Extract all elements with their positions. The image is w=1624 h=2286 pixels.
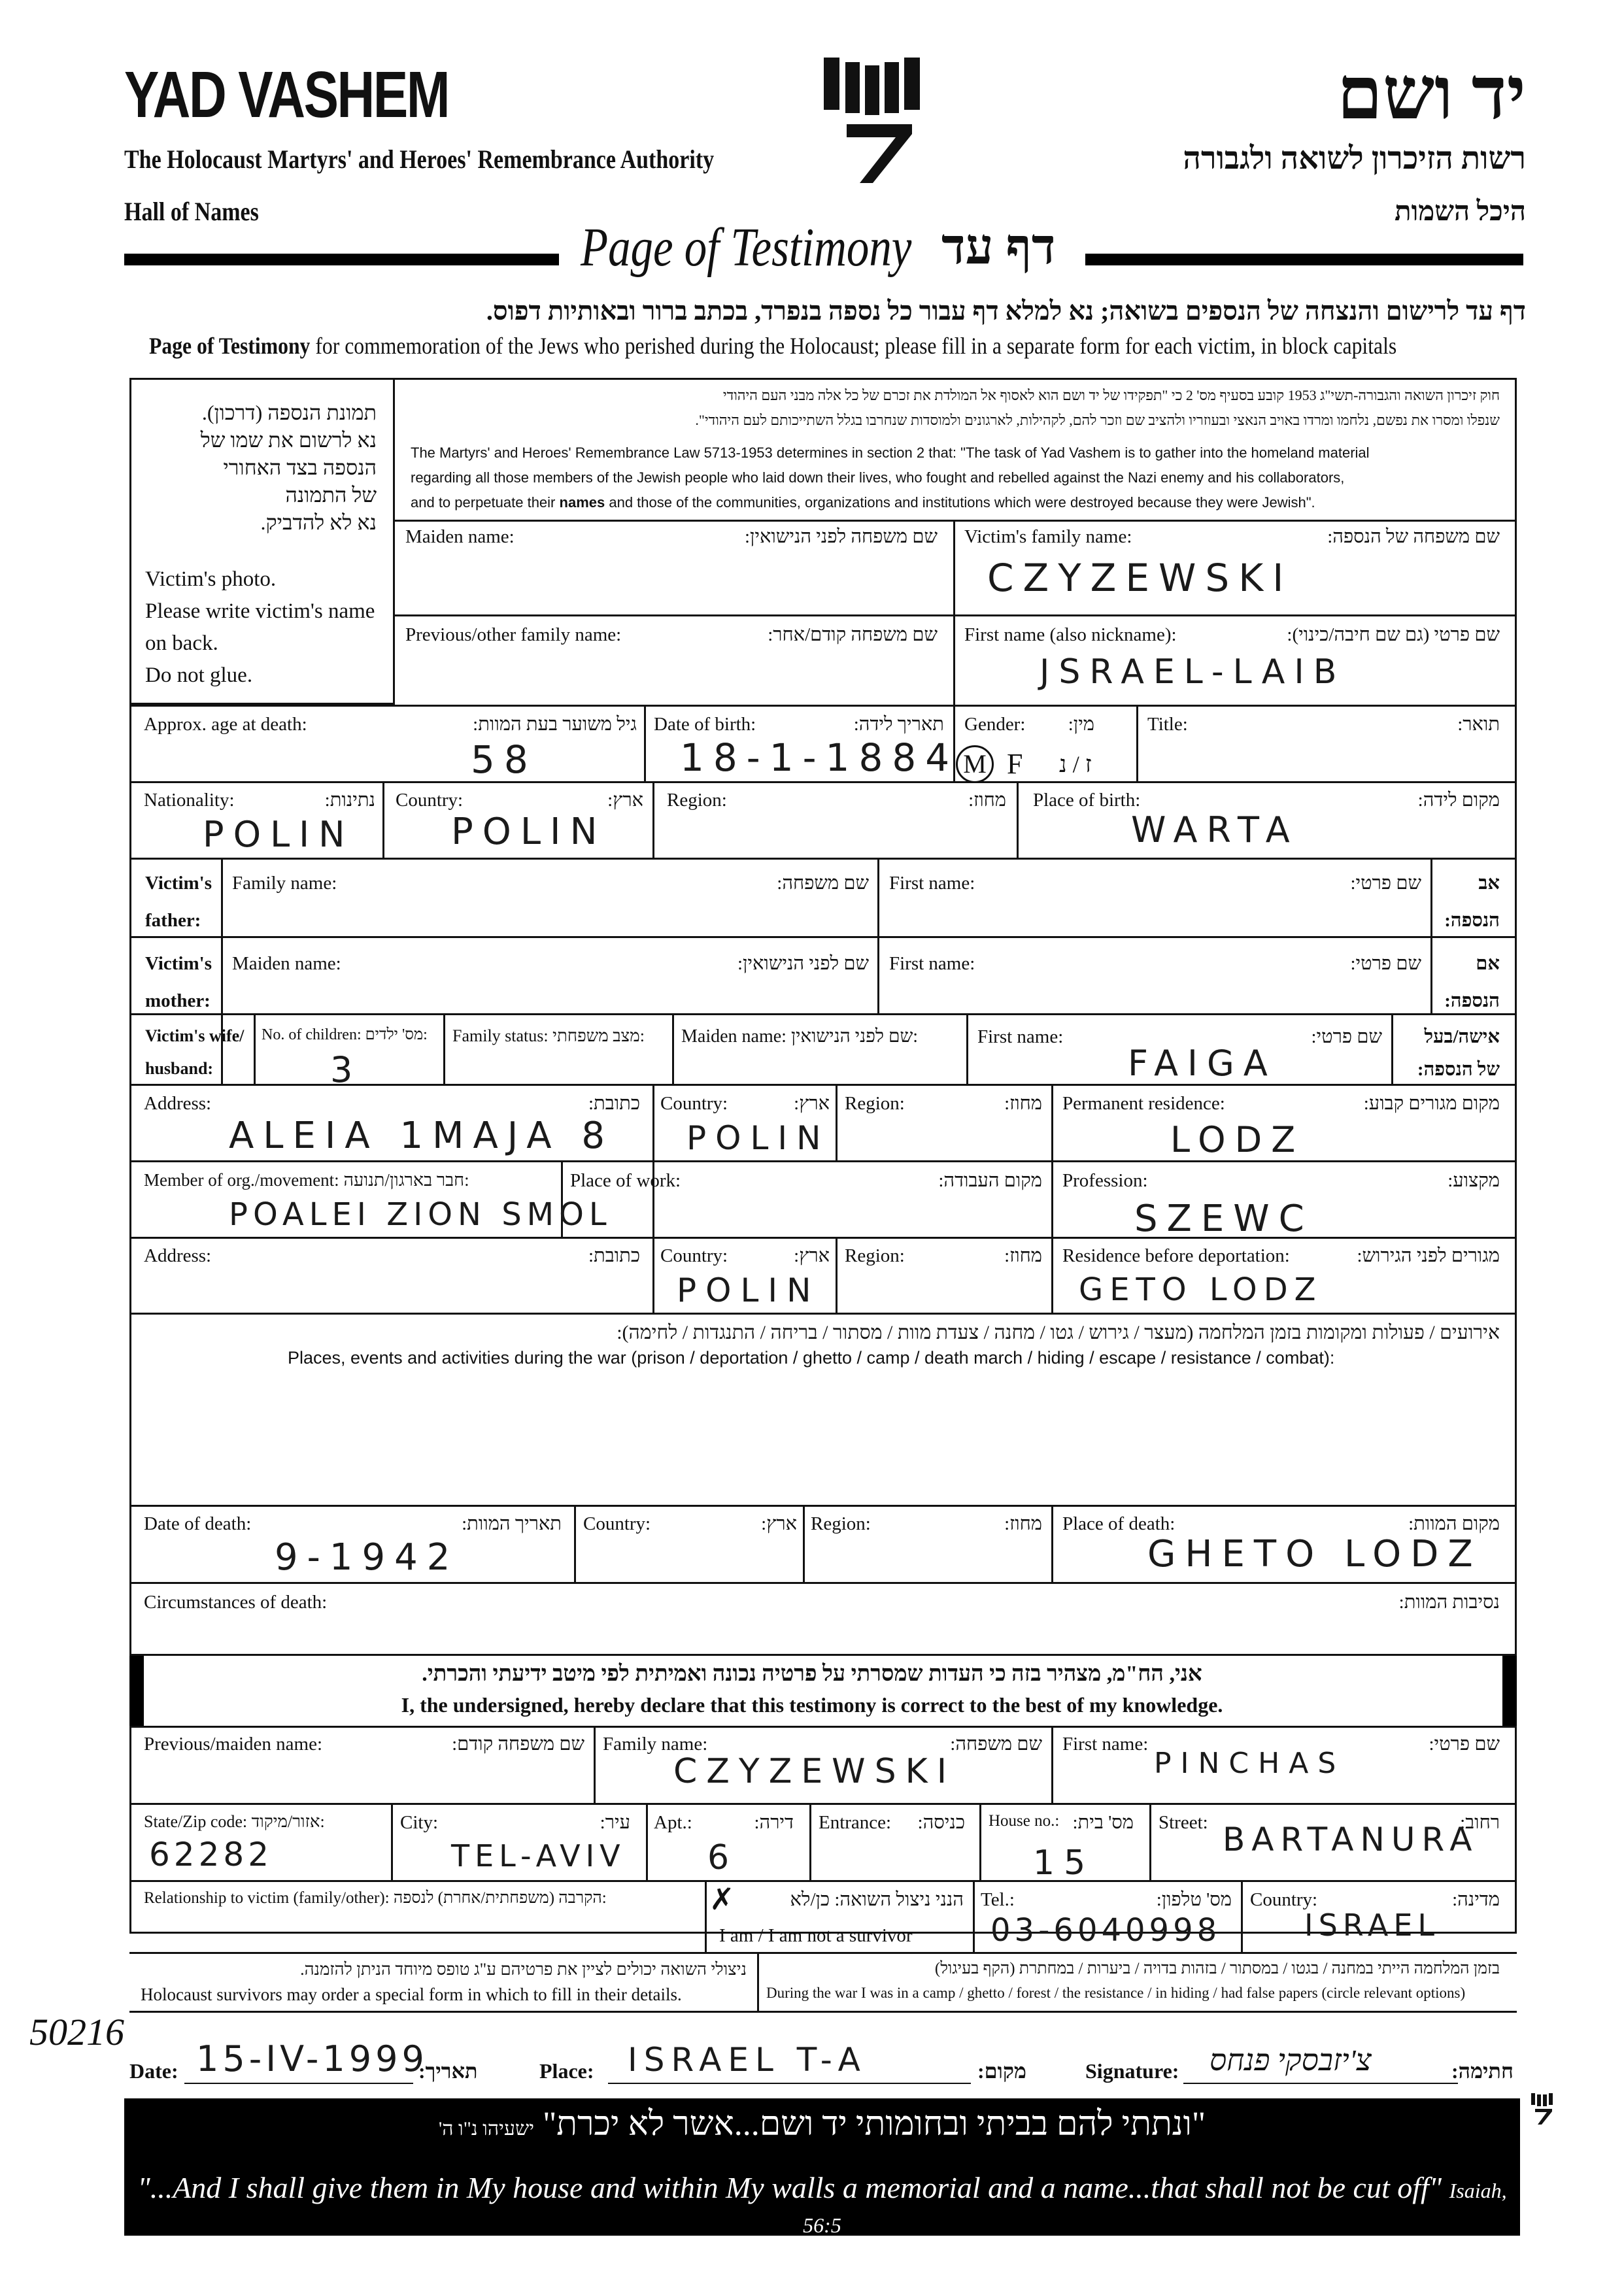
first-name-value[interactable]: JSRAEL-LAIB bbox=[1040, 652, 1346, 692]
apt-value[interactable]: 6 bbox=[707, 1838, 739, 1877]
rule-v-tel bbox=[1241, 1880, 1243, 1952]
entrance-label-he: כניסה: bbox=[917, 1812, 965, 1833]
margin-number: 50216 bbox=[29, 2011, 124, 2053]
father-first-label-he: שם פרטי: bbox=[1350, 873, 1421, 894]
rule-relationship bbox=[129, 1952, 1517, 1954]
gender-label-he: מין: bbox=[1068, 714, 1094, 735]
region-label-he: מחוז: bbox=[968, 790, 1006, 811]
rule-v-parent-left bbox=[221, 858, 223, 1085]
sub-first-label: First name: bbox=[1062, 1734, 1149, 1755]
spouse-first-label-he: שם פרטי: bbox=[1311, 1026, 1382, 1047]
rule-submitter bbox=[129, 1803, 1517, 1805]
place-label: Place: bbox=[539, 2059, 594, 2083]
family-name-label: Victim's family name: bbox=[964, 526, 1132, 547]
address-label-he: כתובת: bbox=[588, 1093, 640, 1114]
street-label-he: רחוב: bbox=[1460, 1812, 1500, 1833]
zip-label-en: State/Zip code: bbox=[144, 1812, 248, 1831]
events-label-en: Places, events and activities during the war (prison / deportation / ghetto / camp / death march / hiding / escape / resistance / combat): bbox=[288, 1348, 1335, 1368]
photo-he-3: הנספה בצד האחורי bbox=[223, 456, 377, 479]
rule-v-sub-1 bbox=[594, 1726, 596, 1803]
org-label-en: Member of org./movement: bbox=[144, 1170, 339, 1190]
pod-value[interactable]: GHETO LODZ bbox=[1147, 1533, 1482, 1575]
house-label: House no.: bbox=[989, 1812, 1060, 1830]
sub-country-label-he: מדינה: bbox=[1452, 1889, 1500, 1910]
father-first-label: First name: bbox=[889, 873, 975, 894]
footer-logo bbox=[1530, 2092, 1556, 2127]
rule-v-notes bbox=[757, 1952, 759, 2011]
sub-first-value[interactable]: PINCHAS bbox=[1154, 1747, 1345, 1780]
house-value[interactable]: 15 bbox=[1033, 1843, 1095, 1883]
authority-en: The Holocaust Martyrs' and Heroes' Remembrance Authority bbox=[124, 144, 715, 174]
addr-country-label-he: ארץ: bbox=[794, 1093, 830, 1114]
dod-value[interactable]: 9-1942 bbox=[275, 1536, 460, 1579]
rule-v-rel bbox=[705, 1880, 707, 1952]
spouse-label-2: husband: bbox=[145, 1059, 214, 1078]
mother-he-2: הנספה: bbox=[1444, 990, 1500, 1011]
apt-label: Apt.: bbox=[654, 1812, 692, 1833]
address2-label-he: כתובת: bbox=[588, 1245, 640, 1266]
rule-address bbox=[129, 1160, 1517, 1162]
law-en-1: The Martyrs' and Heroes' Remembrance Law 5713-1953 determines in section 2 that: "The task of Yad Vashem is to gather into the homeland material bbox=[411, 445, 1370, 461]
law-he-2: שנפלו ומסרו את נפשם, נלחמו ומרדו באויב הנאצי ובעוזריו ולהציב שם וזכר להם, לקהילות, לארגונים ולמוסדות שנחרבו בגלל השתייכותם לעם היהודי". bbox=[695, 412, 1500, 428]
yad-vashem-logo bbox=[820, 52, 932, 203]
address-label: Address: bbox=[144, 1093, 212, 1114]
family-status-en: Family status: bbox=[452, 1026, 549, 1045]
dod-label: Date of death: bbox=[144, 1513, 252, 1534]
rule-v-parent-mid bbox=[877, 858, 879, 1013]
rule-notes bbox=[129, 2011, 1517, 2013]
mother-he-1: אם bbox=[1476, 953, 1500, 974]
rule-v-house bbox=[1149, 1803, 1151, 1880]
city-value[interactable]: TEL-AVIV bbox=[451, 1838, 626, 1874]
declaration-he: אני, הח"מ, מצהיר בזה כי העדות שמסרתי על פרטיה נכונה ואמיתית לפי מיטב ידיעתי והכרתי. bbox=[422, 1662, 1202, 1686]
photo-he-5: נא לא להדביק. bbox=[260, 511, 377, 534]
rule-v-sp-2 bbox=[443, 1013, 445, 1085]
survivor-checkmark[interactable]: ✗ bbox=[709, 1883, 735, 1916]
rule-v-surv bbox=[973, 1880, 975, 1952]
relationship-label-en: Relationship to victim (family/other): bbox=[144, 1889, 390, 1907]
pob-label: Place of birth: bbox=[1033, 790, 1141, 811]
place-of-work-label-he: מקום העבודה: bbox=[938, 1170, 1042, 1191]
pod-label: Place of death: bbox=[1062, 1513, 1176, 1534]
children-label-en: No. of children: bbox=[262, 1026, 362, 1043]
place-underline bbox=[608, 2083, 971, 2084]
title-rule-right bbox=[1085, 254, 1523, 265]
addr-country-value[interactable]: POLIN bbox=[686, 1119, 830, 1157]
zip-label-he: אזור/מיקוד: bbox=[251, 1812, 325, 1831]
prev-maiden-label: Previous/maiden name: bbox=[144, 1734, 323, 1755]
rule-v-sub-2 bbox=[1051, 1726, 1053, 1803]
family-status-label bbox=[452, 1026, 645, 1046]
mother-maiden-label-he: שם לפני הנישואין: bbox=[737, 953, 869, 974]
spouse-maiden-en: Maiden name: bbox=[681, 1026, 787, 1047]
address2-label: Address: bbox=[144, 1245, 212, 1266]
rule-v-zip bbox=[391, 1803, 393, 1880]
org-label-he: חבר בארגון/תנועה: bbox=[343, 1170, 469, 1190]
mother-first-label: First name: bbox=[889, 953, 975, 974]
sub-family-label-he: שם משפחה: bbox=[950, 1734, 1042, 1755]
photo-en-3: on back. bbox=[145, 631, 218, 655]
dob-label-he: תאריך לידה: bbox=[853, 714, 944, 735]
law-en-2: regarding all those members of the Jewish people who laid down their lives, who fought and rebelled against the Nazi enemy and his collaborators, bbox=[411, 469, 1345, 486]
death-region-label: Region: bbox=[811, 1513, 871, 1534]
footer-quote-he-text: "ונתתי להם בביתי ובחומותי יד ושם...אשר לא יכרת" bbox=[543, 2106, 1206, 2143]
rule-v-addr-2 bbox=[836, 1084, 837, 1161]
maiden-name-label: Maiden name: bbox=[405, 526, 515, 547]
survivor-label-he: הנני ניצול השואה: כן/לא bbox=[790, 1889, 964, 1910]
death-country-label: Country: bbox=[583, 1513, 651, 1534]
rule-age bbox=[129, 781, 1517, 783]
hall-of-names-he: היכל השמות bbox=[1395, 197, 1526, 227]
signature-label-he: חתימה: bbox=[1451, 2059, 1514, 2083]
circumstances-label: Circumstances of death: bbox=[144, 1592, 328, 1613]
nationality-label: Nationality: bbox=[144, 790, 235, 811]
date-value[interactable]: 15-IV-1999 bbox=[196, 2038, 428, 2079]
perm-res-label: Permanent residence: bbox=[1062, 1093, 1225, 1114]
street-label: Street: bbox=[1159, 1812, 1208, 1833]
photo-en-1: Victim's photo. bbox=[145, 567, 277, 591]
addr2-country-label-he: ארץ: bbox=[794, 1245, 830, 1266]
city-label-he: עיר: bbox=[600, 1812, 630, 1833]
photo-he-2: נא לרשום את שמו של bbox=[200, 428, 377, 452]
previous-name-label-he: שם משפחה קודם/אחר: bbox=[768, 624, 938, 645]
sub-family-label: Family name: bbox=[603, 1734, 708, 1755]
rule-declaration-top bbox=[129, 1654, 1517, 1656]
addr2-country-value[interactable]: POLIN bbox=[677, 1271, 820, 1309]
rule-address2 bbox=[129, 1313, 1517, 1315]
gender-m: M bbox=[963, 749, 987, 779]
note-he: ניצולי השואה יכולים לציין את פרטיהם ע"ג טופס מיוחד הניתן להזמנה. bbox=[300, 1960, 747, 1979]
profession-label-he: מקצוע: bbox=[1447, 1170, 1500, 1191]
perm-res-label-he: מקום מגורים קבוע: bbox=[1363, 1093, 1500, 1114]
first-name-label-he: שם פרטי (גם שם חיבה/כינוי): bbox=[1287, 624, 1500, 645]
spouse-he-2: של הנספה: bbox=[1417, 1059, 1500, 1080]
rbd-label: Residence before deportation: bbox=[1062, 1245, 1290, 1266]
rule-maiden bbox=[395, 614, 1517, 616]
addr-country-label: Country: bbox=[660, 1093, 728, 1114]
title-rule-left bbox=[124, 254, 559, 265]
law-en-3a: and to perpetuate their bbox=[411, 494, 556, 511]
date-label-he: תאריך: bbox=[418, 2059, 478, 2083]
age-value[interactable]: 58 bbox=[471, 737, 537, 782]
father-he-1: אב bbox=[1478, 873, 1500, 894]
photo-instructions-he bbox=[201, 399, 377, 536]
prev-maiden-label-he: שם משפחה קודם: bbox=[452, 1734, 584, 1755]
perm-res-value[interactable]: LODZ bbox=[1170, 1119, 1305, 1160]
title-label: Title: bbox=[1147, 714, 1188, 735]
rule-v-sp-5 bbox=[1391, 1013, 1393, 1085]
profession-label: Profession: bbox=[1062, 1170, 1148, 1191]
dob-value[interactable]: 18-1-1884 bbox=[680, 735, 959, 780]
org-value[interactable]: POALEI ZION SMOL bbox=[229, 1196, 612, 1233]
gender-m-circled[interactable] bbox=[956, 745, 994, 783]
title-label-he: תואר: bbox=[1457, 714, 1500, 735]
rule-names bbox=[129, 705, 1517, 707]
street-value[interactable]: BARTANURA bbox=[1223, 1821, 1479, 1858]
place-label-he: מקום: bbox=[977, 2059, 1026, 2083]
children-label-he: מס' ילדים: bbox=[365, 1026, 428, 1043]
footer-quote-en-text: "...And I shall give them in My house and within My walls a memorial and a name...that shall not be cut off" bbox=[137, 2171, 1442, 2204]
rule-mother bbox=[129, 1013, 1517, 1015]
hall-of-names-en: Hall of Names bbox=[124, 197, 259, 226]
events-label-he: אירועים / פעולות ומקומות בזמן המלחמה (מעצר / גירוש / גטו / מחנה / צעדת מוות / מסתור / בריחה / התנגדות / לחימה): bbox=[617, 1322, 1500, 1343]
org-name-he: יד ושם bbox=[1336, 54, 1526, 135]
tel-label: Tel.: bbox=[981, 1889, 1015, 1910]
photo-en-2: Please write victim's name bbox=[145, 599, 375, 623]
pob-label-he: מקום לידה: bbox=[1417, 790, 1500, 811]
date-underline bbox=[184, 2083, 413, 2084]
zip-label bbox=[144, 1812, 325, 1832]
photo-he-1: תמונת הנספה (דרכון). bbox=[201, 401, 377, 424]
maiden-name-label-he: שם משפחה לפני הנישואין: bbox=[744, 526, 938, 547]
date-label: Date: bbox=[129, 2059, 178, 2083]
rule-v-sp-4 bbox=[966, 1013, 968, 1085]
region-label: Region: bbox=[667, 790, 727, 811]
rule-v-city bbox=[646, 1803, 648, 1880]
rule-father bbox=[129, 936, 1517, 938]
spouse-he-1: אישה/בעל bbox=[1424, 1026, 1500, 1047]
camp-en: During the war I was in a camp / ghetto / forest / the resistance / in hiding / had false papers (circle relevant options) bbox=[766, 1985, 1466, 2001]
gender-options-he: ז / נ bbox=[1059, 751, 1092, 777]
rule-nat bbox=[129, 858, 1517, 860]
dob-label: Date of birth: bbox=[654, 714, 756, 735]
page-of-testimony-title: Page of Testimony bbox=[581, 217, 912, 278]
relationship-label bbox=[144, 1889, 607, 1908]
children-label bbox=[262, 1026, 428, 1044]
addr-region-label-he: מחוז: bbox=[1004, 1093, 1042, 1114]
footer-quote-he bbox=[124, 2105, 1520, 2143]
house-label-he: מס' בית: bbox=[1072, 1812, 1134, 1833]
addr-region-label: Region: bbox=[845, 1093, 905, 1114]
spouse-first-value[interactable]: FAIGA bbox=[1128, 1043, 1277, 1084]
page-of-testimony-title-he: דף עד bbox=[941, 220, 1056, 275]
pob-value[interactable]: WARTA bbox=[1131, 809, 1299, 850]
rule-declaration-bottom bbox=[129, 1726, 1517, 1728]
nationality-value[interactable]: POLIN bbox=[203, 814, 354, 855]
org-name-en: YAD VASHEM bbox=[124, 58, 449, 131]
intro-en-text: for commemoration of the Jews who perished during the Holocaust; please fill in a separate form for each victim, in block capitals bbox=[315, 333, 1397, 359]
rule-v-gender bbox=[1136, 705, 1138, 782]
declaration-en: I, the undersigned, hereby declare that this testimony is correct to the best of my knowledge. bbox=[401, 1693, 1223, 1717]
country-value[interactable]: POLIN bbox=[451, 811, 607, 853]
first-name-label: First name (also nickname): bbox=[964, 624, 1177, 645]
note-en: Holocaust survivors may order a special form in which to fill in their details. bbox=[141, 1985, 682, 2004]
family-name-label-he: שם משפחה של הנספה: bbox=[1327, 526, 1500, 547]
law-en-3c: and those of the communities, organizations and institutions which were destroyed because they were Jewish". bbox=[609, 494, 1315, 511]
mother-maiden-label: Maiden name: bbox=[232, 953, 341, 974]
mother-first-label-he: שם פרטי: bbox=[1350, 953, 1421, 974]
father-family-label: Family name: bbox=[232, 873, 337, 894]
rule-v-nat bbox=[382, 781, 384, 858]
victim-mother-label-2: mother: bbox=[145, 990, 211, 1011]
family-name-value[interactable]: CZYZEWSKI bbox=[987, 556, 1293, 600]
law-en-3b: names bbox=[559, 494, 605, 511]
signature-underline bbox=[1183, 2083, 1458, 2084]
rule-v-death-3 bbox=[1051, 1505, 1053, 1582]
rule-v-death-1 bbox=[574, 1505, 576, 1582]
victim-mother-label-1: Victim's bbox=[145, 953, 212, 974]
rule-v-addr2 bbox=[836, 1237, 837, 1313]
law-he-1: חוק זיכרון השואה והגבורה-תשי"ג 1953 קובע בסעיף מס' 2 כי "תפקידו של יד ושם הוא לאסוף אל המולדת את זכרם של כל אלה מבני העם היהודי bbox=[722, 387, 1500, 403]
rbd-label-he: מגורים לפני הגירוש: bbox=[1357, 1245, 1500, 1266]
address-value[interactable]: ALEIA 1MAJA 8 bbox=[229, 1115, 615, 1157]
country-label: Country: bbox=[396, 790, 464, 811]
country-label-he: ארץ: bbox=[607, 790, 643, 811]
age-label-he: גיל משוער בעת המוות: bbox=[473, 714, 637, 735]
gender-f[interactable]: F bbox=[1007, 748, 1023, 780]
org-label bbox=[144, 1170, 469, 1190]
footer-quote-he-ref: ישעיהו נ"ו ה' bbox=[438, 2118, 535, 2140]
rule-v-apt bbox=[809, 1803, 811, 1880]
rule-events bbox=[129, 1505, 1517, 1507]
rule-v-country bbox=[652, 781, 654, 858]
place-value[interactable]: ISRAEL T-A bbox=[628, 2041, 867, 2079]
family-status-he: מצב משפחתי: bbox=[552, 1026, 645, 1045]
rule-v-sp-3 bbox=[672, 1013, 674, 1085]
addr2-region-label-he: מחוז: bbox=[1004, 1245, 1042, 1266]
circumstances-label-he: נסיבות המוות: bbox=[1398, 1592, 1500, 1613]
victim-father-label-1: Victim's bbox=[145, 873, 212, 894]
addr2-region-label: Region: bbox=[845, 1245, 905, 1266]
sub-first-label-he: שם פרטי: bbox=[1429, 1734, 1500, 1755]
city-label: City: bbox=[400, 1812, 439, 1833]
profession-value[interactable]: SZEWC bbox=[1134, 1198, 1313, 1240]
father-he-2: הנספה: bbox=[1444, 910, 1500, 931]
rule-v-death-2 bbox=[803, 1505, 805, 1582]
gender-label: Gender: bbox=[964, 714, 1026, 735]
dod-label-he: תאריך המוות: bbox=[462, 1513, 562, 1534]
law-en-3 bbox=[411, 494, 1315, 511]
survivor-label-en: I am / I am not a survivor bbox=[719, 1925, 913, 1946]
rule-death bbox=[129, 1582, 1517, 1584]
rule-v-ent bbox=[979, 1803, 981, 1880]
intro-en-bold: Page of Testimony bbox=[149, 333, 311, 359]
photo-instructions-en bbox=[145, 563, 375, 692]
rule-sub-address bbox=[129, 1880, 1517, 1882]
previous-name-label: Previous/other family name: bbox=[405, 624, 622, 645]
spouse-maiden-he: שם לפני הנישואין: bbox=[790, 1026, 919, 1047]
authority-he: רשות הזיכרון לשואה ולגבורה bbox=[1183, 141, 1526, 176]
children-value[interactable]: 3 bbox=[330, 1049, 362, 1090]
place-of-work-label: Place of work: bbox=[570, 1170, 681, 1191]
age-label: Approx. age at death: bbox=[144, 714, 307, 735]
photo-he-4: של התמונה bbox=[285, 483, 377, 507]
photo-en-4: Do not glue. bbox=[145, 664, 253, 687]
victim-father-label-2: father: bbox=[145, 910, 201, 931]
entrance-label: Entrance: bbox=[819, 1812, 892, 1833]
spouse-first-label: First name: bbox=[977, 1026, 1064, 1047]
rule-law bbox=[395, 520, 1517, 522]
rule-v-age bbox=[644, 705, 646, 782]
footer-quote-en bbox=[124, 2170, 1520, 2240]
zip-value[interactable]: 62282 bbox=[149, 1836, 273, 1874]
rule-v-addr-3 bbox=[1051, 1084, 1053, 1313]
father-family-label-he: שם משפחה: bbox=[777, 873, 869, 894]
rule-v-addr-1 bbox=[652, 1084, 654, 1313]
rule-v-region bbox=[1017, 781, 1019, 858]
spouse-maiden-label bbox=[681, 1026, 918, 1047]
rule-v-name bbox=[953, 520, 955, 706]
intro-he: דף עד לרישום והנצחה של הנספים בשואה; נא למלא דף עבור כל נספה בנפרד, בכתב ברור ובאותיות דפוס. bbox=[486, 296, 1526, 326]
signature-value[interactable]: צ'יזבסקי פנחס bbox=[1210, 2043, 1372, 2077]
sub-family-value[interactable]: CZYZEWSKI bbox=[673, 1752, 956, 1791]
nationality-label-he: נתינות: bbox=[324, 790, 375, 811]
tel-label-he: מס' טלפון: bbox=[1156, 1889, 1232, 1910]
rbd-value[interactable]: GETO LODZ bbox=[1079, 1271, 1323, 1308]
tel-value[interactable]: 03-6040998 bbox=[990, 1912, 1221, 1949]
pod-label-he: מקום המוות: bbox=[1408, 1513, 1500, 1534]
sub-country-value[interactable]: ISRAEL bbox=[1304, 1908, 1440, 1943]
intro-en bbox=[149, 332, 1396, 360]
rule-v-sp-1 bbox=[254, 1013, 256, 1085]
footer-quote-en-ref: Isaiah, 56:5 bbox=[803, 2179, 1507, 2237]
apt-label-he: דירה: bbox=[754, 1812, 794, 1833]
death-country-label-he: ארץ: bbox=[761, 1513, 797, 1534]
sub-country-label: Country: bbox=[1250, 1889, 1318, 1910]
spouse-label-1: Victim's wife/ bbox=[145, 1026, 245, 1045]
death-region-label-he: מחוז: bbox=[1004, 1513, 1042, 1534]
relationship-label-he: הקרבה (משפחתית/אחרת) לנספה: bbox=[393, 1889, 607, 1907]
signature-label: Signature: bbox=[1085, 2059, 1179, 2083]
camp-he: בזמן המלחמה הייתי במחנה / בגטו / במסתור / בזהות בדויה / ביערות / במחתרת (הקף בעיגול) bbox=[934, 1960, 1500, 1977]
rule-v-parent-right bbox=[1430, 858, 1432, 1013]
addr2-country-label: Country: bbox=[660, 1245, 728, 1266]
